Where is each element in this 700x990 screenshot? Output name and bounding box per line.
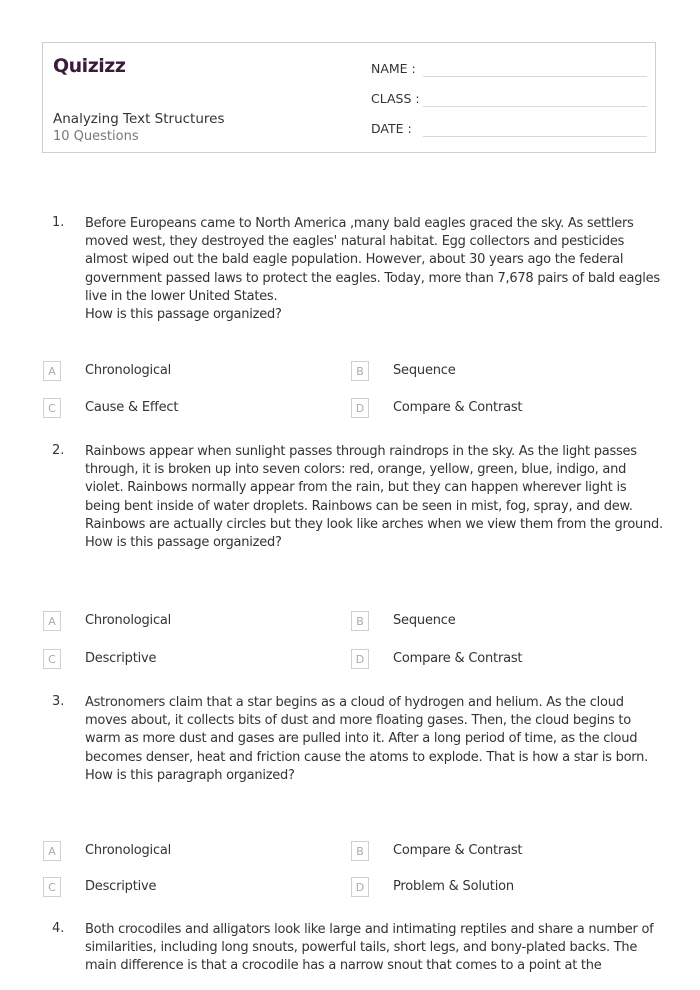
question-text — [85, 443, 665, 552]
question-passage: Rainbows appear when sunlight passes through raindrops in the sky. As the light passes through, it is broken up into seven colors: red, orange, yellow, green, blue, indigo, and violet. Rainbows normally appear from the rain, but they can happen wherever light is being bent inside of water droplets. Rainbows can be seen in mist, fog, spray, and dew. Rainbows are actually circles but they look like arches when we view them from the ground. — [85, 444, 663, 532]
question-text — [85, 694, 665, 785]
option-letter: D — [351, 877, 369, 897]
class-label: CLASS : — [371, 91, 420, 106]
option-letter: D — [351, 649, 369, 669]
option-text: Descriptive — [85, 651, 157, 666]
option-letter: B — [351, 361, 369, 381]
option-text: Chronological — [85, 843, 172, 858]
option-text: Chronological — [85, 363, 172, 378]
option-letter: C — [43, 877, 61, 897]
question-prompt: How is this passage organized? — [85, 307, 282, 323]
question-number: 4. — [52, 921, 65, 936]
question-count: 10 Questions — [53, 129, 139, 144]
option-letter: A — [43, 841, 61, 861]
worksheet-header — [42, 42, 656, 153]
date-line — [423, 136, 647, 137]
class-line — [423, 106, 647, 107]
question-passage: Before Europeans came to North America ,many bald eagles graced the sky. As settlers moved west, they destroyed the eagles' natural habitat. Egg collectors and pesticides almost wiped out the bald eagle population. However, about 30 years ago the federal government passed laws to protect the eagles. Today, more than 7,678 pairs of bald eagles live in the lower United States. — [85, 216, 660, 304]
name-label: NAME : — [371, 61, 416, 76]
option-letter: A — [43, 611, 61, 631]
question-number: 3. — [52, 694, 65, 709]
question-text — [85, 215, 665, 324]
date-label: DATE : — [371, 121, 412, 136]
option-letter: A — [43, 361, 61, 381]
option-letter: C — [43, 649, 61, 669]
option-text: Compare & Contrast — [393, 651, 523, 666]
option-letter: D — [351, 398, 369, 418]
option-text: Chronological — [85, 613, 172, 628]
question-prompt: How is this passage organized? — [85, 535, 282, 551]
question-passage: Astronomers claim that a star begins as a cloud of hydrogen and helium. As the cloud moves about, it collects bits of dust and more floating gases. Then, the cloud begins to warm as more dust and gases are pulled into it. After a long period of time, as the cloud becomes denser, heat and friction cause the atoms to explode. That is how a star is born. — [85, 695, 649, 765]
option-letter: C — [43, 398, 61, 418]
question-prompt: How is this paragraph organized? — [85, 767, 295, 783]
question-text — [85, 921, 665, 976]
name-line — [423, 76, 647, 77]
option-text: Sequence — [393, 613, 456, 628]
question-number: 1. — [52, 215, 65, 230]
question-number: 2. — [52, 443, 65, 458]
option-text: Compare & Contrast — [393, 400, 523, 415]
date-field[interactable] — [371, 121, 412, 136]
option-letter: B — [351, 611, 369, 631]
option-text: Cause & Effect — [85, 400, 179, 415]
option-letter: B — [351, 841, 369, 861]
class-field[interactable] — [371, 91, 420, 106]
option-text: Compare & Contrast — [393, 843, 523, 858]
option-text: Descriptive — [85, 879, 157, 894]
question-passage: Both crocodiles and alligators look like large and intimating reptiles and share a number of similarities, including long snouts, powerful tails, short legs, and bony-plated backs. The main difference is that a crocodile has a narrow snout that comes to a point at the — [85, 922, 654, 974]
worksheet-title: Analyzing Text Structures — [53, 111, 225, 127]
option-text: Sequence — [393, 363, 456, 378]
option-text: Problem & Solution — [393, 879, 514, 894]
name-field[interactable] — [371, 61, 416, 76]
quizizz-logo: Quizizz — [53, 55, 126, 77]
